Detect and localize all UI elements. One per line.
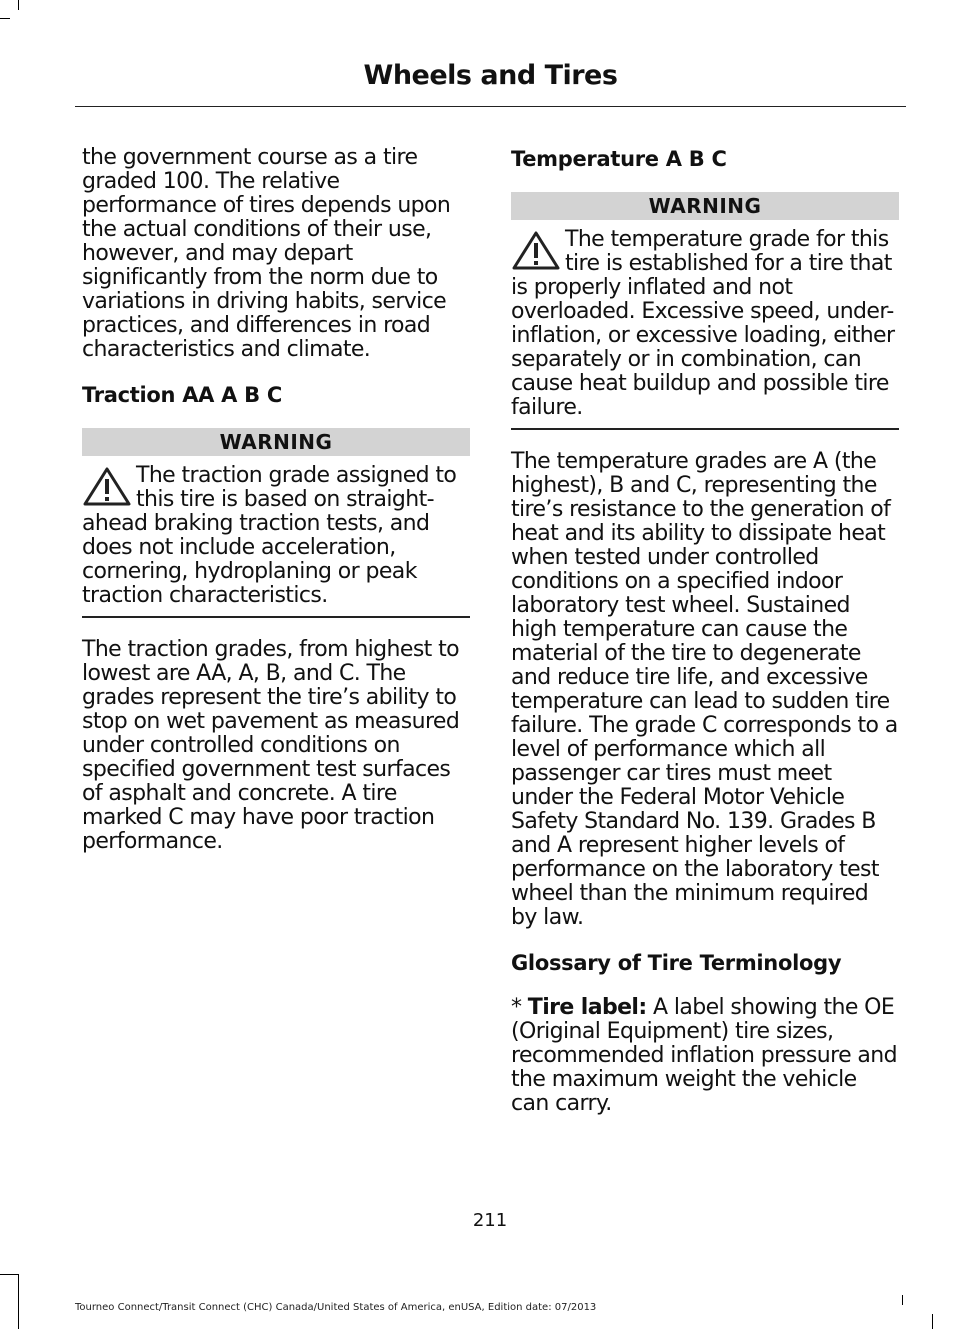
temperature-heading: Temperature A B C [511,147,727,171]
glossary-entry [511,996,899,1116]
header-divider [75,106,906,107]
temperature-warning-text: The temperature grade for this tire is established for a tire that is properly inflated and not overloaded. Excessive speed, under-inflation, or excessive loading, either separately or in combination, can cause heat buildup and possible tire failure. [511,227,895,420]
crop-mark [902,1295,903,1305]
temperature-body: The temperature grades are A (the highest), B and C, representing the tire’s resistance to the generation of heat and its ability to dissipate heat when tested under controlled conditions on a specified indoor laboratory test wheel. Sustained high temperature can cause the material of the tire to degenerate and reduce tire life, and excessive temperature can lead to sudden tire failure. The grade C corresponds to a level of performance which all passenger car tires must meet under the Federal Motor Vehicle Safety Standard No. 139. Grades B and A represent higher levels of performance on the laboratory test wheel than the minimum required by law. [511,449,898,930]
page-number: 211 [472,1210,508,1231]
footer-text: Tourneo Connect/Transit Connect (CHC) Canada/United States of America, enUSA, Edition date: 07/2013 [75,1302,597,1313]
glossary-definition: A label showing the OE (Original Equipment) tire sizes, recommended inflation pressure and the maximum weight the vehicle can carry. [511,995,897,1116]
right-column [511,146,899,1136]
warning-triangle-icon [82,466,132,508]
warning-triangle-icon [511,230,561,272]
intro-paragraph: the government course as a tire graded 100. The relative performance of tires depends upon the actual conditions of their use, however, and may depart significantly from the norm due to variations in driving habits, service practices, and differences in road characteristics and climate. [82,145,451,362]
warning-label: WARNING [511,192,899,220]
glossary-heading: Glossary of Tire Terminology [511,951,842,975]
traction-warning [82,464,470,618]
crop-mark [18,1274,19,1329]
glossary-term: Tire label: [527,995,647,1020]
crop-mark [932,1314,933,1329]
page-title: Wheels and Tires [363,60,618,91]
traction-heading: Traction AA A B C [82,383,282,407]
glossary-prefix: * [511,995,528,1020]
crop-mark [18,0,19,10]
crop-mark [0,1274,18,1275]
traction-body: The traction grades, from highest to lowest are AA, A, B, and C. The grades represent the tire’s ability to stop on wet pavement as measured under controlled conditions on specified government test surfaces of asphalt and concrete. A tire marked C may have poor traction performance. [82,637,460,854]
temperature-warning [511,228,899,430]
traction-warning-text: The traction grade assigned to this tire is based on straight-ahead braking traction tests, and does not include acceleration, cornering, hydroplaning or peak traction characteristics. [82,463,457,608]
left-column [82,146,470,874]
warning-label: WARNING [82,428,470,456]
crop-mark [0,18,10,19]
